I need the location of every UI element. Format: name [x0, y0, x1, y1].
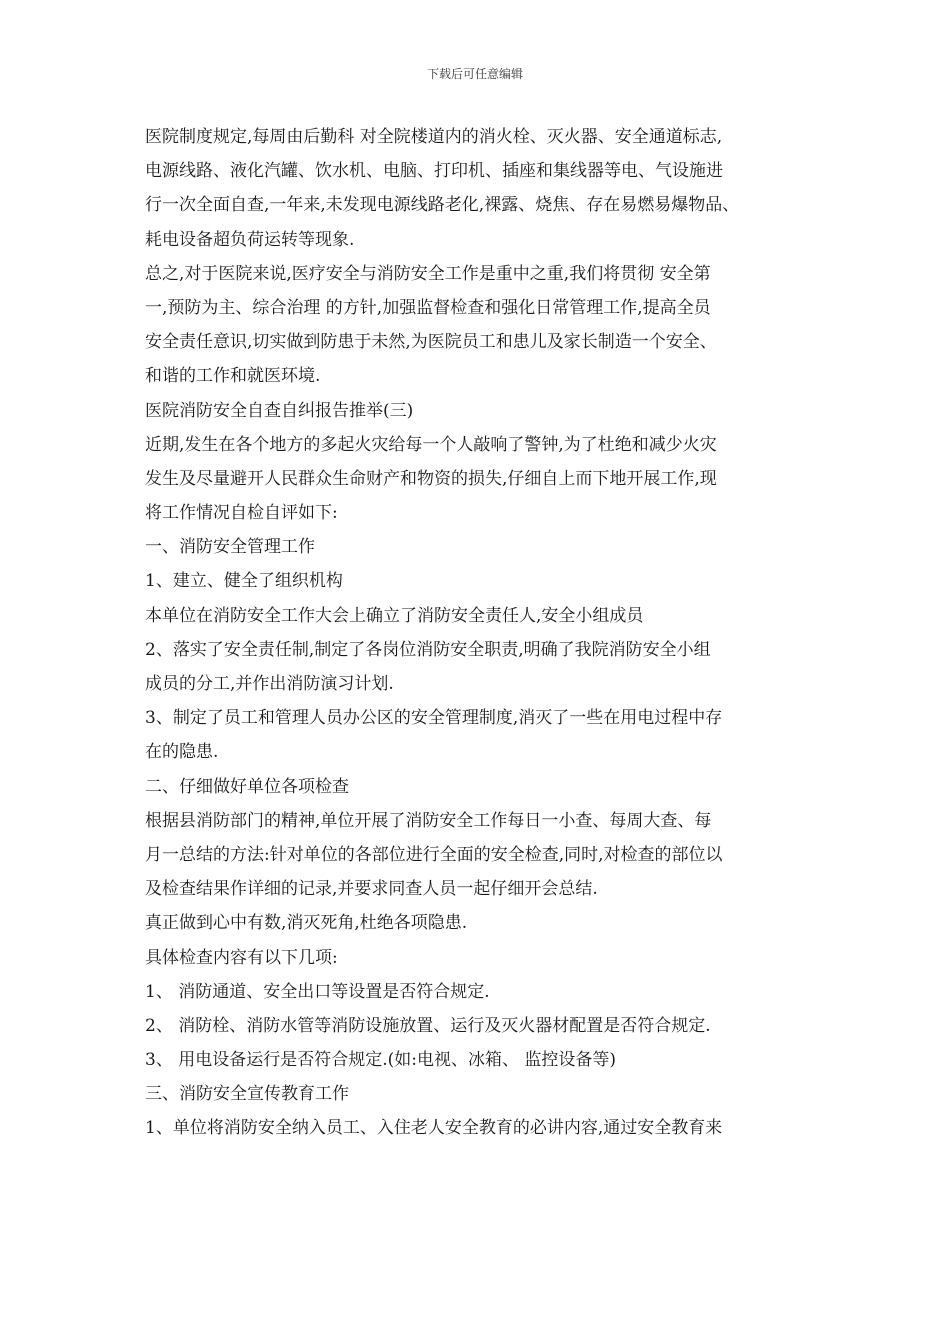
text-line: 具体检查内容有以下几项: [145, 947, 338, 968]
text-line: 及检查结果作详细的记录,并要求同查人员一起仔细开会总结. [145, 879, 598, 900]
text-line: 安全责任意识,切实做到防患于未然,为医院员工和患儿及家长制造一个安全、 [145, 332, 717, 353]
text-line: 在的隐患. [145, 742, 219, 763]
text-line: 电源线路、液化汽罐、饮水机、电脑、打印机、插座和集线器等电、气设施进 [145, 161, 723, 182]
text-line: 月一总结的方法:针对单位的各部位进行全面的安全检查,同时,对检查的部位以 [145, 844, 723, 865]
page-header-note: 下载后可任意编辑 [426, 67, 523, 81]
list-item: 3、 用电设备运行是否符合规定.(如:电视、冰箱、 监控设备等) [145, 1050, 617, 1071]
text-line: 将工作情况自检自评如下: [145, 503, 338, 524]
text-line: 本单位在消防安全工作大会上确立了消防安全责任人,安全小组成员 [145, 605, 644, 626]
text-line: 近期,发生在各个地方的多起火灾给每一个人敲响了警钟,为了杜绝和减少火灾 [145, 434, 717, 455]
text-line: 医院制度规定,每周由后勤科 对全院楼道内的消火栓、灭火器、安全通道标志, [145, 127, 723, 147]
text-line: 根据县消防部门的精神,单位开展了消防安全工作每日一小查、每周大查、每 [145, 810, 712, 831]
section-heading: 二、仔细做好单位各项检查 [145, 776, 349, 797]
text-line: 耗电设备超负荷运转等现象. [145, 229, 355, 250]
section-heading: 三、消防安全宣传教育工作 [145, 1084, 349, 1105]
text-line: 总之,对于医院来说,医疗安全与消防安全工作是重中之重,我们将贯彻 安全第 [145, 263, 711, 284]
text-line: 成员的分工,并作出消防演习计划. [145, 674, 394, 694]
list-item: 3、制定了员工和管理人员办公区的安全管理制度,消灭了一些在用电过程中存 [145, 708, 723, 729]
text-line: 一,预防为主、综合治理 的方针,加强监督检查和强化日常管理工作,提高全员 [145, 297, 711, 318]
text-line: 发生及尽量避开人民群众生命财产和物资的损失,仔细自上而下地开展工作,现 [145, 468, 717, 489]
list-item: 1、建立、健全了组织机构 [145, 571, 343, 592]
section-title: 医院消防安全自查自纠报告推举(三) [145, 400, 414, 421]
document-body [145, 120, 815, 1146]
text-line: 行一次全面自查,一年来,未发现电源线路老化,裸露、烧焦、存在易燃易爆物品、 [145, 195, 740, 216]
list-item: 1、单位将消防安全纳入员工、入住老人安全教育的必讲内容,通过安全教育来 [145, 1118, 723, 1139]
list-item: 2、 消防栓、消防水管等消防设施放置、运行及灭火器材配置是否符合规定. [145, 1015, 711, 1036]
text-line: 真正做到心中有数,消灭死角,杜绝各项隐患. [145, 913, 468, 934]
list-item: 2、落实了安全责任制,制定了各岗位消防安全职责,明确了我院消防安全小组 [145, 639, 711, 660]
section-heading: 一、消防安全管理工作 [145, 537, 315, 558]
text-line: 和谐的工作和就医环境. [145, 366, 321, 387]
list-item: 1、 消防通道、安全出口等设置是否符合规定. [145, 981, 490, 1002]
